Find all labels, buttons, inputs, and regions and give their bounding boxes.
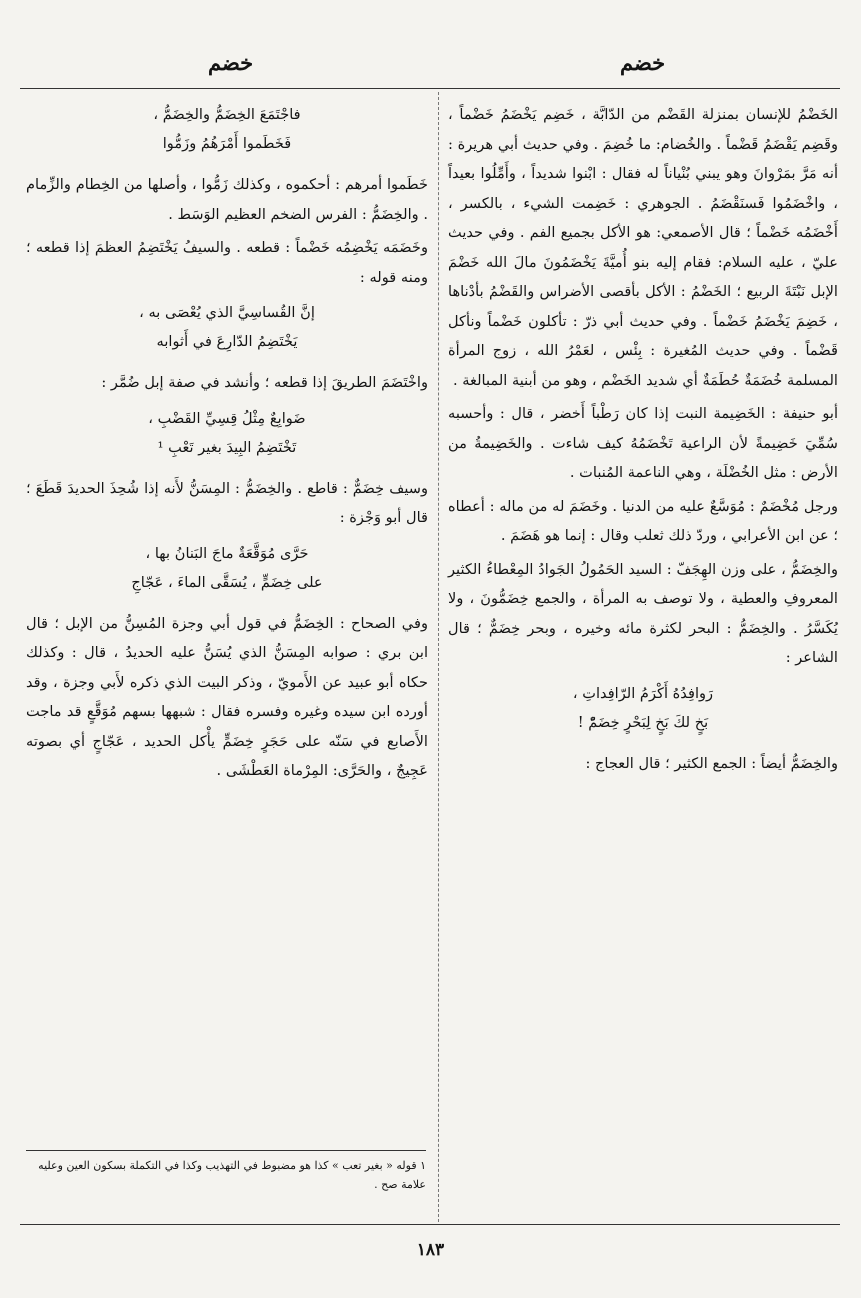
paragraph: وسيف خِضَمٌّ : قاطع . والخِضَمُّ : المِسَنُّ لأَنه إذا شُحِذَ الحديدَ قَطَعَ ؛ قال أبو وَجْزة : <box>26 479 428 526</box>
footnote-rule <box>26 1150 426 1151</box>
verse-line: إنَّ القُساسِيَّ الذي يُعْصَى به ، <box>139 304 315 321</box>
verse-line: بَخٍ لكَ بَخٍ لِبَحْرٍ خِضَمّْ ! <box>577 713 709 731</box>
footnote: ١ قوله « بغير تعب » كذا هو مضبوط في التهذيب وكذا في التكملة بسكون العين وعليه علامة صح . <box>38 1159 426 1191</box>
footer-rule <box>20 1224 840 1225</box>
paragraph: وخَضَمَه يَخْضِمُه خَضْماً : قطعه . والسيفُ يَخْتَضِمُ العظمَ إذا قطعه ؛ ومنه قوله : <box>26 239 428 286</box>
verse-block <box>448 679 838 737</box>
verse-line: حَرَّى مُوَقَّعَةٌ ماجَ البَنانُ بها ، <box>145 544 309 562</box>
verse-line: ضَوابِعٌ مِثْلُ قِسِيِّ القَضْبِ ، <box>148 409 306 427</box>
verse-block <box>26 100 428 158</box>
paragraph: والخِضَمُّ ، على وزن الهِجَفّ : السيد الحَمُولُ الجَوادُ المِعْطاءُ الكثير المعروفِ والعطية ، ولا توصف به المرأة ، والجمع خِضَمُّونَ ، ولا يُكَسَّرُ . والخِضَمُّ : البحر لكثرة مائه وخيره ، وبحر خِضَمٌّ ؛ قال الشاعر : <box>448 560 838 666</box>
verse-line: رَوافِدُهُ أَكْرَمُ الرّافِداتِ ، <box>572 684 714 702</box>
verse-line: تَخْتَضِمُ البِيدَ بغير تَعْبِ ¹ <box>157 438 297 456</box>
right-column <box>448 100 838 782</box>
paragraph: أبو حنيفة : الخَضِيمة النبت إذا كان رَطْباً أَخضر ، قال : وأحسبه سُمِّيَ خَضِيمةً لأن الراعية تَخْضَمُهُ كيف شاءت . والخَضِيمةُ من الأرض : مثل الخُضْلَة ، وهي الناعمة المُنبات . <box>448 405 838 481</box>
paragraph: وفي الصحاح : الخِضَمُّ في قول أبي وجزة المُسِنُّ من الإبل ؛ قال ابن بري : صوابه المِسَنُّ الذي يُسَنُّ عليه الحديدُ ، قال : وكذلك حكاه أبو عبيد عن الأَمويّ ، وذكر البيت الذي ذكره لأَبي وجزة ، وقد أورده ابن سيده وغيره وفسره فقال : شبهها بسهم مُوَقَّعٍ قد ماجت الأَصابع في سَنّه على حَجَرٍ خِضَمٍّ يأْكل الحديد ، عَجّاجٍ أي بصوته عَجِيجٌ ، والحَرَّى: المِرْماة العَطْشَى . <box>26 614 428 779</box>
verse-block <box>26 298 428 356</box>
left-header-word: خضم <box>208 50 254 75</box>
verse-block <box>26 404 428 462</box>
paragraph: الخَضْمُ للإنسان بمنزلة القَضْم من الدّابَّة ، خَضِم يَخْضَمُ خَضْماً ، وقَضِم يَقْضَمُ قَضْماً . والخُضام: ما خُضِمَ . وفي حديث أبي هريرة : أنه مَرَّ بمَرْوانَ وهو يبني بُنْياناً له فقال : ابْنوا شديداً ، وأَمِّلُوا بعيداً ، واخْضَمُوا فَسنَقْضَمُ . الجوهري : خَضِمت الشيء ، بالكسر ، أَخْضَمُه خَضْماً ؛ قال الأصمعي: هو الأكل بجميع الفم . وفي حديث عليّ ، عليه السلام: فقام إليه بنو أُميَّةَ يَخْضَمُونَ مالَ الله خَضْمَ الإبل نَبْتَةَ الربيع ؛ الخَضْمُ : الأكل بأقصى الأضراس والقَضْمُ بأدْناها ، خَضِمَ يَخْضَمُ خَضْماً . وفي حديث أبي ذرّ : تأكلون خَضْماً ونأكل قَضْماً . وفي حديث المُغيرة : بِئْس ، لعَمْرُ الله ، زوج المرأة المسلمة خُضَمَةٌ حُطَمَةٌ أي شديد الخَضْم ، وهو من أبنية المبالغة . <box>448 106 838 389</box>
right-header-word: خضم <box>620 50 666 75</box>
page-number: ١٨٣ <box>416 1240 445 1260</box>
paragraph: واخْتَضَمَ الطريقَ إذا قطعه ؛ وأنشد في صفة إبل ضُمَّر : <box>101 374 428 391</box>
verse-line: على خِضَمٍّ ، يُسَقَّى الماءَ ، عَجّاجِ <box>131 573 323 591</box>
paragraph: والخِضَمُّ أيضاً : الجمع الكثير ؛ قال العجاج : <box>585 754 838 772</box>
paragraph: خَطَموا أمرهم : أحكموه ، وكذلك زَمُّوا ، وأصلها من الخِطام والزِّمام . والخِضَمُّ : الفرس الضخم العظيم الوَسَط . <box>26 176 428 223</box>
verse-line: فاجْتَمَعَ الخِضَمُّ والخِضَمُّ ، <box>153 106 301 123</box>
verse-block <box>26 539 428 597</box>
verse-line: يَخْتَضِمُ الدّارِعَ في أَثوابه <box>156 333 298 350</box>
paragraph: ورجل مُخْضَمٌ : مُوَسَّعٌ عليه من الدنيا . وخَضَمَ له من ماله : أعطاه ؛ عن ابن الأعرابي ، وردّ ذلك ثعلب وقال : إنما هو هَضَمَ . <box>448 497 838 544</box>
column-divider <box>438 92 439 1222</box>
verse-line: فَخَطَموا أَمْرَهُمُ وزَمُّوا <box>162 135 292 152</box>
header-rule <box>20 88 840 89</box>
left-column <box>26 100 428 790</box>
